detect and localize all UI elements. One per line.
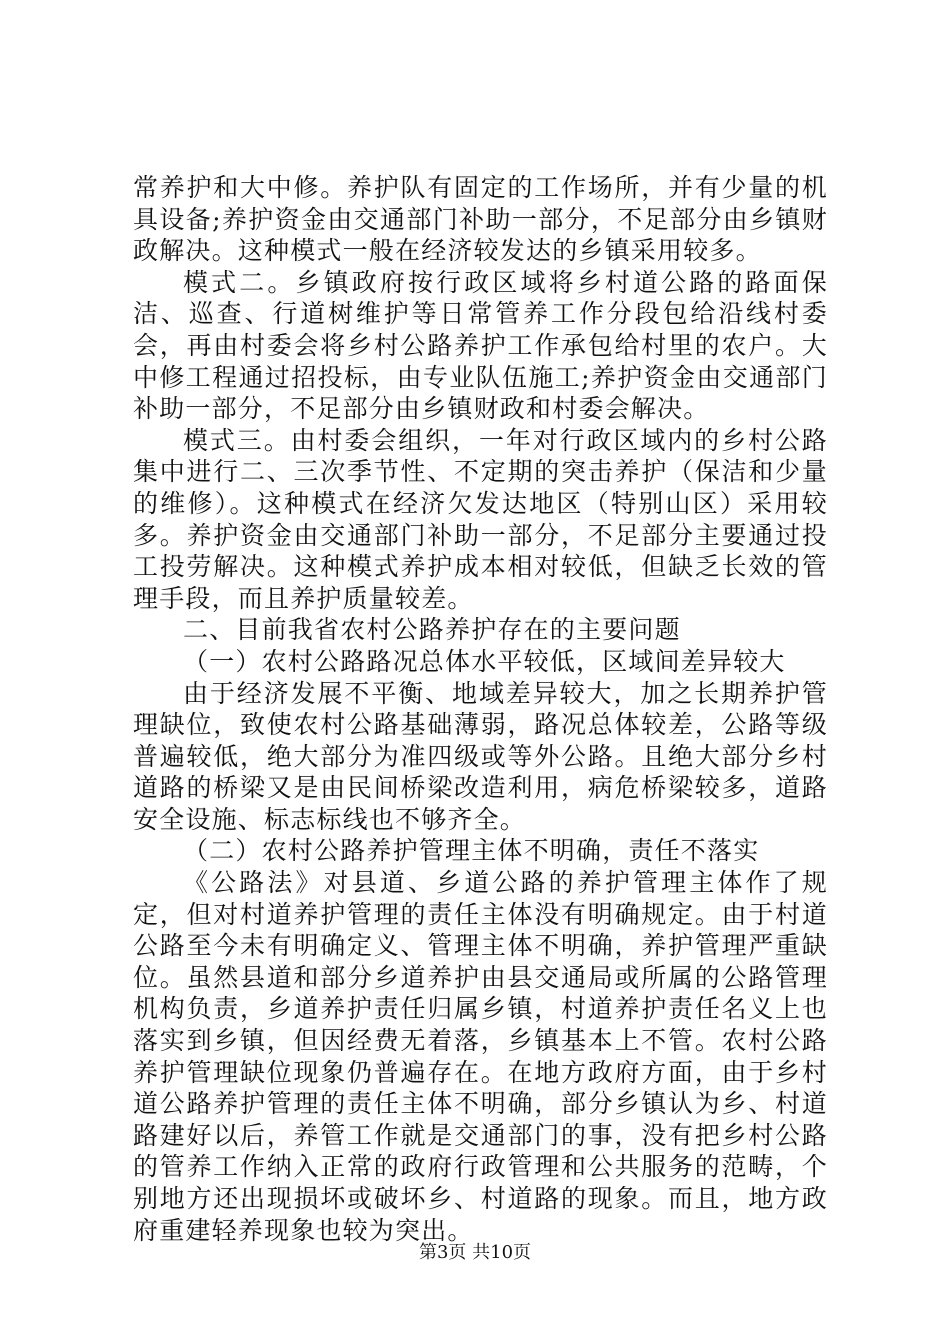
paragraph-responsibility: 《公路法》对县道、乡道公路的养护管理主体作了规定，但对村道养护管理的责任主体没有明确规定。由于村道公路至今未有明确定义、管理主体不明确，养护管理严重缺位。虽然县道和部分乡道养护由县交通局或所属的公路管理机构负责，乡道养护责任归属乡镇，村道养护责任名义上也落实到乡镇，但因经费无着落，乡镇基本上不管。农村公路养护管理缺位现象仍普遍存在。在地方政府方面，由于乡村道公路养护管理的责任主体不明确，部分乡镇认为乡、村道路建好以后，养管工作就是交通部门的事，没有把乡村公路的管养工作纳入正常的政府行政管理和公共服务的范畴，个别地方还出现损坏或破坏乡、村道路的现象。而且，地方政府重建轻养现象也较为突出。 xyxy=(133,868,828,1245)
paragraph-mode-two: 模式二。乡镇政府按行政区域将乡村道公路的路面保洁、巡查、行道树维护等日常管养工作分段包给沿线村委会，再由村委会将乡村公路养护工作承包给村里的农户。大中修工程通过招投标，由专业队伍施工;养护资金由交通部门补助一部分，不足部分由乡镇财政和村委会解决。 xyxy=(133,267,828,424)
document-body xyxy=(133,172,828,1246)
page-number-footer: 第3页 共10页 xyxy=(418,1242,532,1263)
subsection-heading-two: （二）农村公路养护管理主体不明确，责任不落实 xyxy=(183,836,760,866)
section-heading-main-problems: 二、目前我省农村公路养护存在的主要问题 xyxy=(183,615,681,645)
paragraph-road-conditions: 由于经济发展不平衡、地域差异较大，加之长期养护管理缺位，致使农村公路基础薄弱，路况总体较差，公路等级普遍较低，绝大部分为准四级或等外公路。且绝大部分乡村道路的桥梁又是由民间桥梁改造利用，病危桥梁较多，道路安全设施、标志标线也不够齐全。 xyxy=(133,678,828,834)
subsection-heading-one: （一）农村公路路况总体水平较低，区域间差异较大 xyxy=(183,646,786,676)
paragraph-mode-three: 模式三。由村委会组织，一年对行政区域内的乡村公路集中进行二、三次季节性、不定期的突击养护（保洁和少量的维修）。这种模式在经济欠发达地区（特别山区）采用较多。养护资金由交通部门补助一部分，不足部分主要通过投工投劳解决。这种模式养护成本相对较低，但缺乏长效的管理手段，而且养护质量较差。 xyxy=(133,425,828,613)
paragraph-continuation: 常养护和大中修。养护队有固定的工作场所，并有少量的机具设备;养护资金由交通部门补助一部分，不足部分由乡镇财政解决。这种模式一般在经济较发达的乡镇采用较多。 xyxy=(133,173,828,266)
